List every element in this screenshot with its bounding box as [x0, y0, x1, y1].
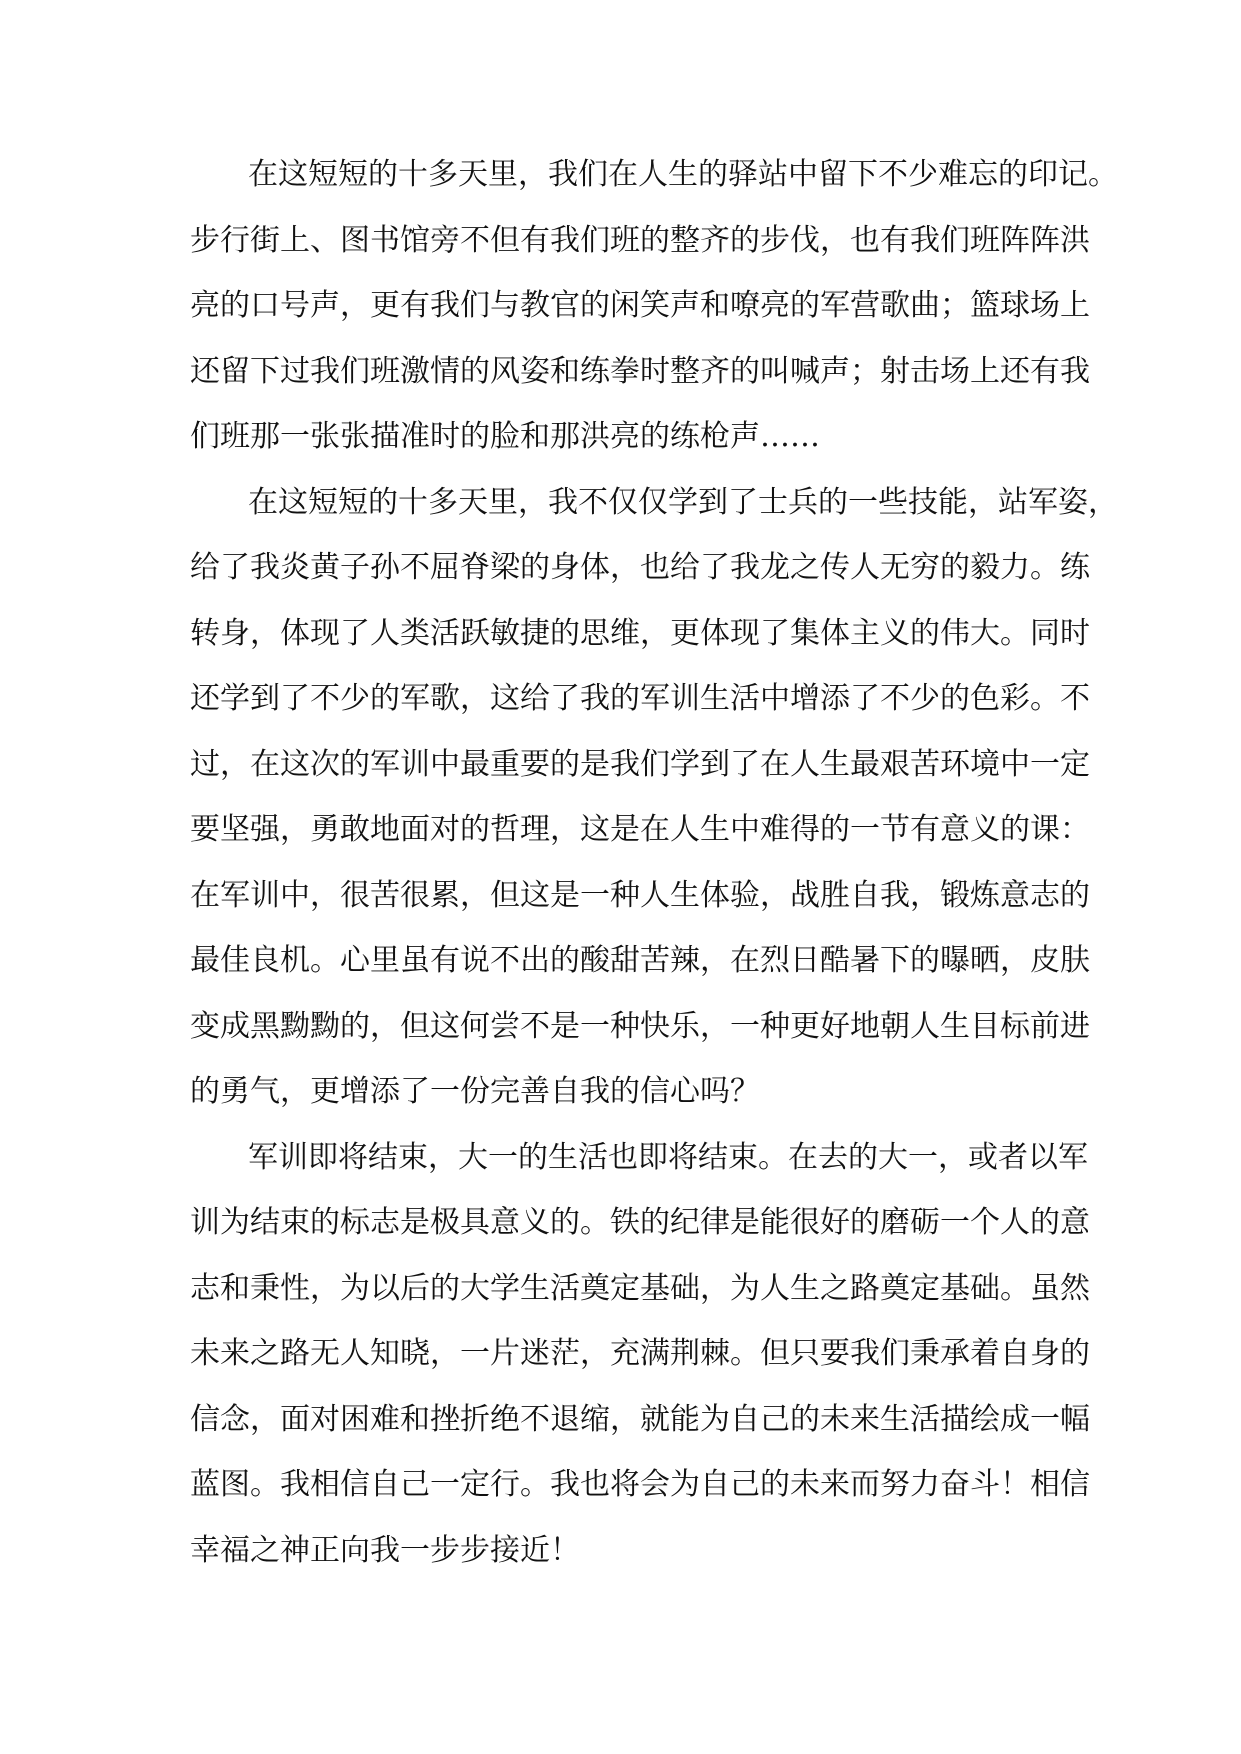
paragraph-2 [190, 483, 1118, 1138]
paragraph-line: 蓝图。我相信自己一定行。我也将会为自己的未来而努力奋斗！相信 [190, 1467, 1090, 1502]
paragraph-line: 变成黑黝黝的，但这何尝不是一种快乐，一种更好地朝人生目标前进 [190, 1008, 1090, 1044]
paragraph-line: 要坚强，勇敢地面对的哲理，这是在人生中难得的一节有意义的课： [190, 812, 1090, 847]
paragraph-line: 幸福之神正向我一步步接近！ [190, 1532, 580, 1568]
paragraph-line: 亮的口号声，更有我们与教官的闲笑声和嘹亮的军营歌曲；篮球场上 [190, 288, 1090, 323]
paragraph-line: 给了我炎黄子孙不屈脊梁的身体，也给了我龙之传人无穷的毅力。练 [190, 550, 1090, 585]
paragraph-line: 在这短短的十多天里，我们在人生的驿站中留下不少难忘的印记。 [248, 157, 1118, 192]
paragraph-line: 信念，面对困难和挫折绝不退缩，就能为自己的未来生活描绘成一幅 [190, 1401, 1090, 1437]
paragraph-line: 在这短短的十多天里，我不仅仅学到了士兵的一些技能，站军姿， [248, 484, 1118, 520]
document-body [190, 155, 1118, 1596]
paragraph-line: 军训即将结束，大一的生活也即将结束。在去的大一，或者以军 [248, 1139, 1088, 1175]
paragraph-line: 步行街上、图书馆旁不但有我们班的整齐的步伐，也有我们班阵阵洪 [190, 222, 1090, 258]
paragraph-line: 转身，体现了人类活跃敏捷的思维，更体现了集体主义的伟大。同时 [190, 615, 1090, 651]
paragraph-line: 还留下过我们班激情的风姿和练拳时整齐的叫喊声；射击场上还有我 [190, 353, 1090, 389]
paragraph-line: 还学到了不少的军歌，这给了我的军训生活中增添了不少的色彩。不 [190, 681, 1090, 716]
paragraph-line: 过，在这次的军训中最重要的是我们学到了在人生最艰苦环境中一定 [190, 746, 1090, 782]
paragraph-line: 志和秉性，为以后的大学生活奠定基础，为人生之路奠定基础。虽然 [190, 1270, 1090, 1306]
paragraph-line: 最佳良机。心里虽有说不出的酸甜苦辣，在烈日酷暑下的曝晒，皮肤 [190, 943, 1090, 978]
paragraph-line: 训为结束的标志是极具意义的。铁的纪律是能很好的磨砺一个人的意 [190, 1205, 1090, 1240]
paragraph-3 [190, 1138, 1090, 1597]
paragraph-line: 们班那一张张描准时的脸和那洪亮的练枪声…… [190, 419, 820, 454]
paragraph-1 [190, 155, 1118, 483]
paragraph-line: 在军训中，很苦很累，但这是一种人生体验，战胜自我，锻炼意志的 [190, 877, 1090, 913]
paragraph-line: 未来之路无人知晓，一片迷茫，充满荆棘。但只要我们秉承着自身的 [190, 1336, 1090, 1371]
paragraph-line: 的勇气，更增添了一份完善自我的信心吗？ [190, 1074, 760, 1109]
